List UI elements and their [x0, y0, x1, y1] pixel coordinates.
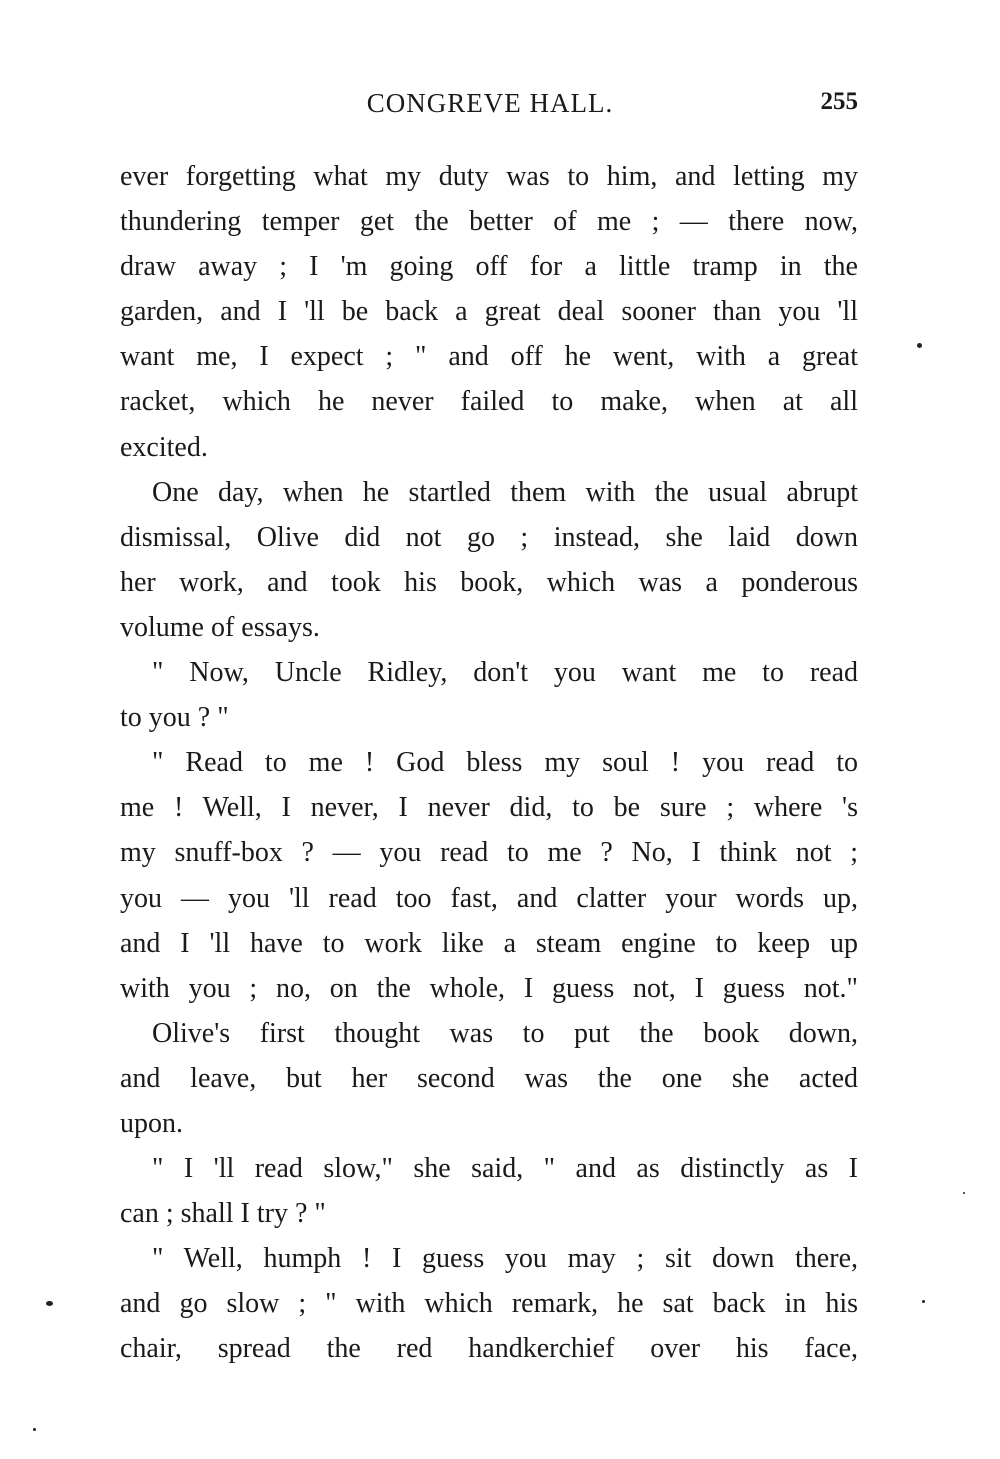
text-line: chair, spread the red handkerchief over his face,: [120, 1333, 858, 1365]
text-line: draw away ; I 'm going off for a little tramp in the: [120, 251, 858, 283]
text-line: me ! Well, I never, I never did, to be sure ; where 's: [120, 792, 858, 824]
text-line: excited.: [120, 431, 208, 463]
scan-speck: [46, 1301, 53, 1306]
text-line: " Well, humph ! I guess you may ; sit down there,: [152, 1243, 858, 1275]
text-line: garden, and I 'll be back a great deal sooner than you 'll: [120, 296, 858, 328]
text-line: " Now, Uncle Ridley, don't you want me to read: [152, 657, 858, 689]
body-text: [120, 154, 858, 1372]
text-line: thundering temper get the better of me ; — there now,: [120, 206, 858, 238]
text-line: ever forgetting what my duty was to him, and letting my: [120, 161, 858, 192]
text-line: dismissal, Olive did not go ; instead, she laid down: [120, 521, 858, 553]
scan-speck: [963, 1192, 965, 1194]
text-line: and go slow ; " with which remark, he sat back in his: [120, 1288, 858, 1320]
text-line: upon.: [120, 1107, 183, 1139]
text-line: " I 'll read slow," she said, " and as distinctly as I: [152, 1153, 858, 1185]
text-line: to you ? ": [120, 702, 229, 734]
text-line: want me, I expect ; " and off he went, with a great: [120, 341, 858, 373]
text-line: volume of essays.: [120, 611, 320, 643]
text-line: " Read to me ! God bless my soul ! you read to: [152, 747, 858, 779]
scan-speck: [917, 343, 922, 348]
text-line: racket, which he never failed to make, when at all: [120, 386, 858, 418]
running-head: [120, 88, 860, 128]
running-title: CONGREVE HALL.: [366, 88, 614, 118]
page-number: 255: [820, 88, 858, 115]
text-line: you — you 'll read too fast, and clatter your words up,: [120, 882, 858, 914]
text-line: with you ; no, on the whole, I guess not, I guess not.": [120, 972, 858, 1004]
text-line: and I 'll have to work like a steam engine to keep up: [120, 927, 858, 959]
scan-speck: [33, 1428, 36, 1431]
text-line: my snuff-box ? — you read to me ? No, I think not ;: [120, 837, 858, 869]
scan-speck: [922, 1300, 925, 1303]
text-line: her work, and took his book, which was a ponderous: [120, 566, 858, 598]
text-line: Olive's first thought was to put the book down,: [152, 1017, 858, 1049]
text-line: and leave, but her second was the one she acted: [120, 1062, 858, 1094]
text-line: can ; shall I try ? ": [120, 1198, 326, 1230]
text-line: One day, when he startled them with the usual abrupt: [152, 476, 858, 508]
